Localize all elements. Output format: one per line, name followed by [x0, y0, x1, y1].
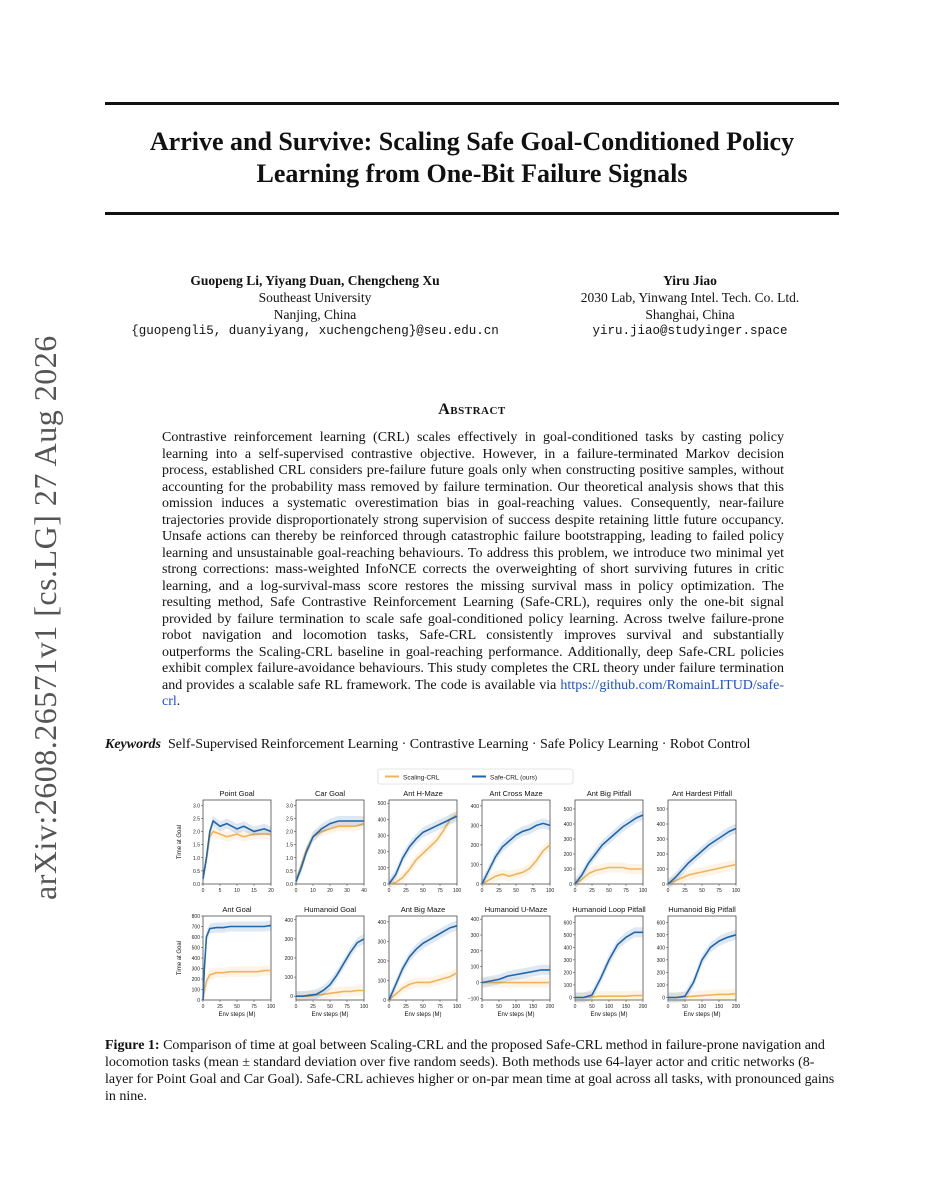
author-affiliation: Southeast University — [258, 290, 372, 305]
x-tick-label: 0 — [480, 1004, 484, 1010]
y-tick-label: 0 — [569, 882, 572, 888]
x-tick-label: 100 — [452, 888, 462, 894]
y-tick-label: 400 — [656, 822, 665, 828]
y-tick-label: 100 — [470, 964, 479, 971]
y-tick-label: 100 — [191, 987, 200, 994]
y-tick-label: 500 — [377, 801, 386, 808]
x-tick-label: 0 — [201, 1004, 205, 1010]
x-tick-label: 150 — [621, 1004, 631, 1010]
arxiv-stamp: arXiv:2608.26571v1 [cs.LG] 27 Aug 2026 — [27, 335, 63, 900]
x-tick-label: 200 — [638, 1004, 648, 1010]
chart-panel — [657, 905, 741, 1018]
x-tick-label: 50 — [496, 1004, 502, 1010]
keywords-heading: Keywords — [105, 737, 161, 752]
y-tick-label: 2.5 — [286, 816, 293, 823]
y-tick-label: 0 — [476, 882, 479, 888]
y-tick-label: 0 — [197, 998, 200, 1004]
panel-title: Ant Big Pitfall — [586, 789, 632, 798]
y-tick-label: 700 — [191, 924, 200, 931]
x-tick-label: 50 — [699, 888, 705, 894]
y-tick-label: 100 — [377, 865, 386, 872]
y-tick-label: 0 — [383, 882, 386, 888]
panel-title: Ant Big Maze — [400, 905, 446, 914]
y-tick-label: 100 — [656, 867, 665, 873]
x-tick-label: 50 — [513, 888, 519, 894]
y-tick-label: 300 — [656, 837, 665, 843]
x-tick-label: 20 — [327, 888, 333, 894]
bottom-rule — [105, 212, 839, 215]
x-tick-label: 0 — [294, 888, 298, 894]
x-tick-label: 25 — [217, 1004, 223, 1010]
x-tick-label: 20 — [268, 888, 274, 894]
x-axis-label: Env steps (M) — [590, 1012, 628, 1018]
panel-title: Humanoid Loop Pitfall — [572, 905, 646, 914]
x-tick-label: 150 — [714, 1004, 724, 1010]
chart-panel — [177, 789, 274, 894]
y-tick-label: 300 — [284, 936, 293, 943]
x-tick-label: 25 — [496, 888, 502, 894]
chart-legend — [378, 769, 573, 784]
x-tick-label: 75 — [716, 888, 722, 894]
x-tick-label: 10 — [234, 888, 240, 894]
y-tick-label: 100 — [377, 978, 386, 985]
top-rule — [105, 102, 839, 105]
chart-panel — [564, 905, 648, 1018]
panel-title: Ant Goal — [222, 905, 252, 914]
x-tick-label: 5 — [218, 888, 222, 894]
x-tick-label: 75 — [437, 888, 443, 894]
y-tick-label: 500 — [191, 945, 200, 952]
x-tick-label: 0 — [573, 1004, 577, 1010]
author-block-2 — [545, 272, 835, 340]
panel-title: Humanoid Goal — [303, 905, 357, 914]
author-block-1 — [115, 272, 515, 340]
author-location: Nanjing, China — [273, 307, 357, 322]
y-tick-label: 400 — [377, 919, 386, 926]
y-tick-label: 500 — [563, 807, 572, 813]
y-tick-label: 400 — [656, 945, 665, 952]
x-axis-label: Env steps (M) — [404, 1012, 442, 1018]
chart-panel — [378, 789, 462, 894]
x-tick-label: 75 — [437, 1004, 443, 1010]
title-line-2: Learning from One-Bit Failure Signals — [256, 159, 688, 188]
y-tick-label: 100 — [563, 867, 572, 873]
y-tick-label: 300 — [470, 933, 479, 940]
x-axis-label: Env steps (M) — [218, 1012, 256, 1018]
x-tick-label: 30 — [344, 888, 350, 894]
y-tick-label: 100 — [563, 982, 572, 989]
x-tick-label: 0 — [573, 888, 577, 894]
y-tick-label: 300 — [191, 966, 200, 973]
y-tick-label: 300 — [377, 939, 386, 946]
y-tick-label: 400 — [470, 803, 479, 810]
x-tick-label: 150 — [528, 1004, 538, 1010]
chart-panel — [657, 789, 741, 894]
y-tick-label: 0 — [290, 994, 293, 1001]
y-tick-label: 400 — [563, 945, 572, 952]
y-tick-label: 2.0 — [193, 829, 200, 836]
keywords-line — [105, 737, 845, 753]
abstract-text: Contrastive reinforcement learning (CRL) scales effectively in goal-conditioned tasks by casting policy learning into a self-supervised contrastive objective. However, in a failure-terminated Markov decision process, established CRL considers pre-failure future goals only when constructing positive samples, without accounting for the probability mass removed by failure termination. Our theoretical analysis shows that this omission induces a systematic overestimation bias in goal-reaching values. Consequently, near-failure trajectories provide disproportionately strong supervision of success despite retaining little future occupancy. Unsafe actions can thereby be reinforced through catastrophic failure bootstrapping, leading to failed policy learning and unsustainable goal-reaching behaviours. To address this problem, we introduce two minimal yet strong corrections: mass-weighted InfoNCE corrects the overweighting of short surviving futures in critic learning, and a log-survival-mass score restores the missing survival mass in policy optimization. The resulting method, Safe Contrastive Reinforcement Learning (Safe-CRL), requires only the one-bit signal provided by failure termination to scale safe goal-conditioned policy learning. Across twelve failure-prone robot navigation and locomotion tasks, Safe-CRL consistently improves survival and substantially outperforms the Scaling-CRL baseline in goal-reaching performance. Additionally, deep Safe-CRL policies exhibit complex failure-avoidance behaviours. This study completes the CRL theory under failure termination and provides a scalable safe RL framework. The code is available via — [162, 430, 784, 693]
y-tick-label: 0.0 — [193, 882, 200, 888]
y-tick-label: 200 — [284, 956, 293, 962]
x-tick-label: 0 — [387, 888, 391, 894]
y-tick-label: 600 — [563, 920, 572, 927]
y-tick-label: 0 — [662, 995, 665, 1002]
y-tick-label: 0.5 — [286, 868, 293, 875]
x-tick-label: 100 — [604, 1004, 614, 1010]
x-tick-label: 75 — [251, 1004, 257, 1010]
y-axis-label: Time at Goal — [177, 824, 183, 860]
x-tick-label: 25 — [403, 888, 409, 894]
chart-panel — [286, 789, 367, 894]
y-tick-label: 0 — [383, 998, 386, 1004]
paper-title — [105, 126, 839, 190]
author-affiliation: 2030 Lab, Yinwang Intel. Tech. Co. Ltd. — [580, 290, 800, 305]
author-names: Yiru Jiao — [663, 273, 717, 288]
chart-panel — [177, 905, 275, 1018]
caption-text: Comparison of time at goal between Scaling-CRL and the proposed Safe-CRL method in failure-prone navigation and locomotion tasks (mean ± standard deviation over five random seeds). Both methods use 64-layer actor and critic networks (8-layer for Point Goal and Car Goal). Safe-CRL achieves higher or on-par mean time at goal across all tasks, with pronounced gains in nine. — [105, 1038, 835, 1104]
x-axis-label: Env steps (M) — [497, 1012, 535, 1018]
figure-1-chart-grid — [160, 764, 800, 1032]
y-tick-label: 400 — [563, 822, 572, 828]
x-tick-label: 50 — [420, 888, 426, 894]
y-tick-label: 400 — [191, 956, 200, 962]
x-tick-label: 75 — [344, 1004, 350, 1010]
x-tick-label: 0 — [387, 1004, 391, 1010]
y-tick-label: 500 — [656, 807, 665, 813]
x-tick-label: 40 — [361, 888, 367, 894]
author-names: Guopeng Li, Yiyang Duan, Chengcheng Xu — [190, 273, 440, 288]
x-tick-label: 0 — [666, 1004, 670, 1010]
chart-panel — [285, 905, 369, 1018]
x-tick-label: 0 — [201, 888, 205, 894]
x-axis-label: Env steps (M) — [683, 1012, 721, 1018]
x-tick-label: 0 — [294, 1004, 298, 1010]
x-tick-label: 25 — [589, 888, 595, 894]
chart-panels — [177, 789, 740, 1018]
x-tick-label: 200 — [731, 1004, 741, 1010]
y-tick-label: 200 — [377, 958, 386, 965]
chart-panel — [378, 905, 462, 1018]
y-tick-label: 100 — [284, 975, 293, 982]
x-tick-label: 15 — [251, 888, 257, 894]
y-tick-label: 300 — [563, 957, 572, 964]
y-tick-label: 0.0 — [286, 882, 293, 888]
code-link[interactable]: https://github.com/RomainLITUD/safe-crl — [162, 677, 784, 709]
x-tick-label: 100 — [697, 1004, 707, 1010]
x-tick-label: 50 — [420, 1004, 426, 1010]
x-tick-label: 100 — [266, 1004, 276, 1010]
x-tick-label: 100 — [511, 1004, 521, 1010]
y-tick-label: 500 — [563, 932, 572, 939]
x-tick-label: 25 — [310, 1004, 316, 1010]
y-tick-label: 300 — [377, 833, 386, 840]
y-tick-label: 0 — [569, 995, 572, 1002]
panel-title: Ant Cross Maze — [489, 789, 543, 798]
caption-label: Figure 1: — [105, 1038, 160, 1053]
y-tick-label: 400 — [284, 917, 293, 924]
y-tick-label: −100 — [467, 996, 479, 1003]
chart-panel — [471, 789, 555, 894]
panel-frame — [203, 800, 271, 884]
y-tick-label: 200 — [656, 970, 665, 977]
x-tick-label: 50 — [327, 1004, 333, 1010]
y-tick-label: 100 — [656, 982, 665, 989]
x-tick-label: 100 — [545, 888, 555, 894]
y-tick-label: 400 — [377, 817, 386, 824]
figure-caption — [105, 1037, 841, 1105]
y-tick-label: 200 — [470, 842, 479, 849]
x-tick-label: 25 — [682, 888, 688, 894]
author-email: {guopengli5, duanyiyang, xuchengcheng}@seu.edu.cn — [131, 324, 499, 338]
chart-panel — [564, 789, 648, 894]
y-tick-label: 400 — [470, 917, 479, 924]
x-tick-label: 100 — [452, 1004, 462, 1010]
x-tick-label: 0 — [480, 888, 484, 894]
panel-title: Ant Hardest Pitfall — [671, 789, 733, 798]
title-line-1: Arrive and Survive: Scaling Safe Goal-Conditioned Policy — [149, 127, 795, 156]
x-tick-label: 50 — [606, 888, 612, 894]
x-tick-label: 25 — [403, 1004, 409, 1010]
panel-title: Humanoid U-Maze — [484, 905, 548, 914]
abstract-heading: Abstract — [438, 401, 506, 418]
y-tick-label: 600 — [191, 935, 200, 941]
x-axis-label: Env steps (M) — [311, 1012, 349, 1018]
y-tick-label: 3.0 — [286, 803, 293, 810]
abstract-end: . — [176, 694, 181, 709]
x-tick-label: 100 — [359, 1004, 369, 1010]
panel-title: Ant H-Maze — [403, 789, 443, 798]
y-tick-label: 100 — [470, 862, 479, 869]
keywords-text: Self-Supervised Reinforcement Learning · Contrastive Learning · Safe Policy Learning · Robot Control — [168, 737, 751, 752]
y-tick-label: 2.0 — [286, 829, 293, 836]
y-tick-label: 3.0 — [193, 803, 200, 810]
x-tick-label: 75 — [530, 888, 536, 894]
author-location: Shanghai, China — [645, 307, 735, 322]
y-tick-label: 0 — [476, 980, 479, 987]
y-tick-label: 1.0 — [286, 855, 293, 862]
legend-label: Safe-CRL (ours) — [490, 774, 538, 782]
y-tick-label: 0.5 — [193, 868, 200, 875]
y-tick-label: 200 — [191, 977, 200, 983]
x-tick-label: 10 — [310, 888, 316, 894]
y-tick-label: 500 — [656, 932, 665, 939]
y-tick-label: 300 — [656, 957, 665, 964]
panel-title: Point Goal — [219, 789, 255, 798]
y-tick-label: 200 — [563, 852, 572, 858]
panel-frame — [296, 800, 364, 884]
y-tick-label: 1.0 — [193, 855, 200, 862]
x-tick-label: 75 — [623, 888, 629, 894]
y-tick-label: 0 — [662, 882, 665, 888]
panel-title: Car Goal — [314, 789, 346, 798]
y-tick-label: 300 — [470, 823, 479, 830]
y-tick-label: 600 — [656, 920, 665, 927]
x-tick-label: 200 — [545, 1004, 555, 1010]
y-tick-label: 200 — [470, 948, 479, 955]
x-tick-label: 50 — [682, 1004, 688, 1010]
x-tick-label: 50 — [234, 1004, 240, 1010]
x-tick-label: 100 — [638, 888, 648, 894]
legend-label: Scaling-CRL — [403, 774, 440, 782]
x-tick-label: 100 — [731, 888, 741, 894]
abstract-body — [162, 430, 784, 711]
y-tick-label: 1.5 — [193, 842, 200, 849]
author-email: yiru.jiao@studyinger.space — [592, 324, 788, 338]
y-tick-label: 200 — [563, 970, 572, 977]
y-axis-label: Time at Goal — [177, 940, 183, 976]
y-tick-label: 800 — [191, 914, 200, 920]
y-tick-label: 300 — [563, 837, 572, 843]
panel-frame — [389, 800, 457, 884]
x-tick-label: 0 — [666, 888, 670, 894]
chart-panel — [468, 905, 555, 1018]
x-tick-label: 50 — [589, 1004, 595, 1010]
y-tick-label: 200 — [656, 852, 665, 858]
panel-title: Humanoid Big Pitfall — [668, 905, 736, 914]
y-tick-label: 2.5 — [193, 816, 200, 823]
y-tick-label: 200 — [377, 849, 386, 856]
y-tick-label: 1.5 — [286, 842, 293, 849]
